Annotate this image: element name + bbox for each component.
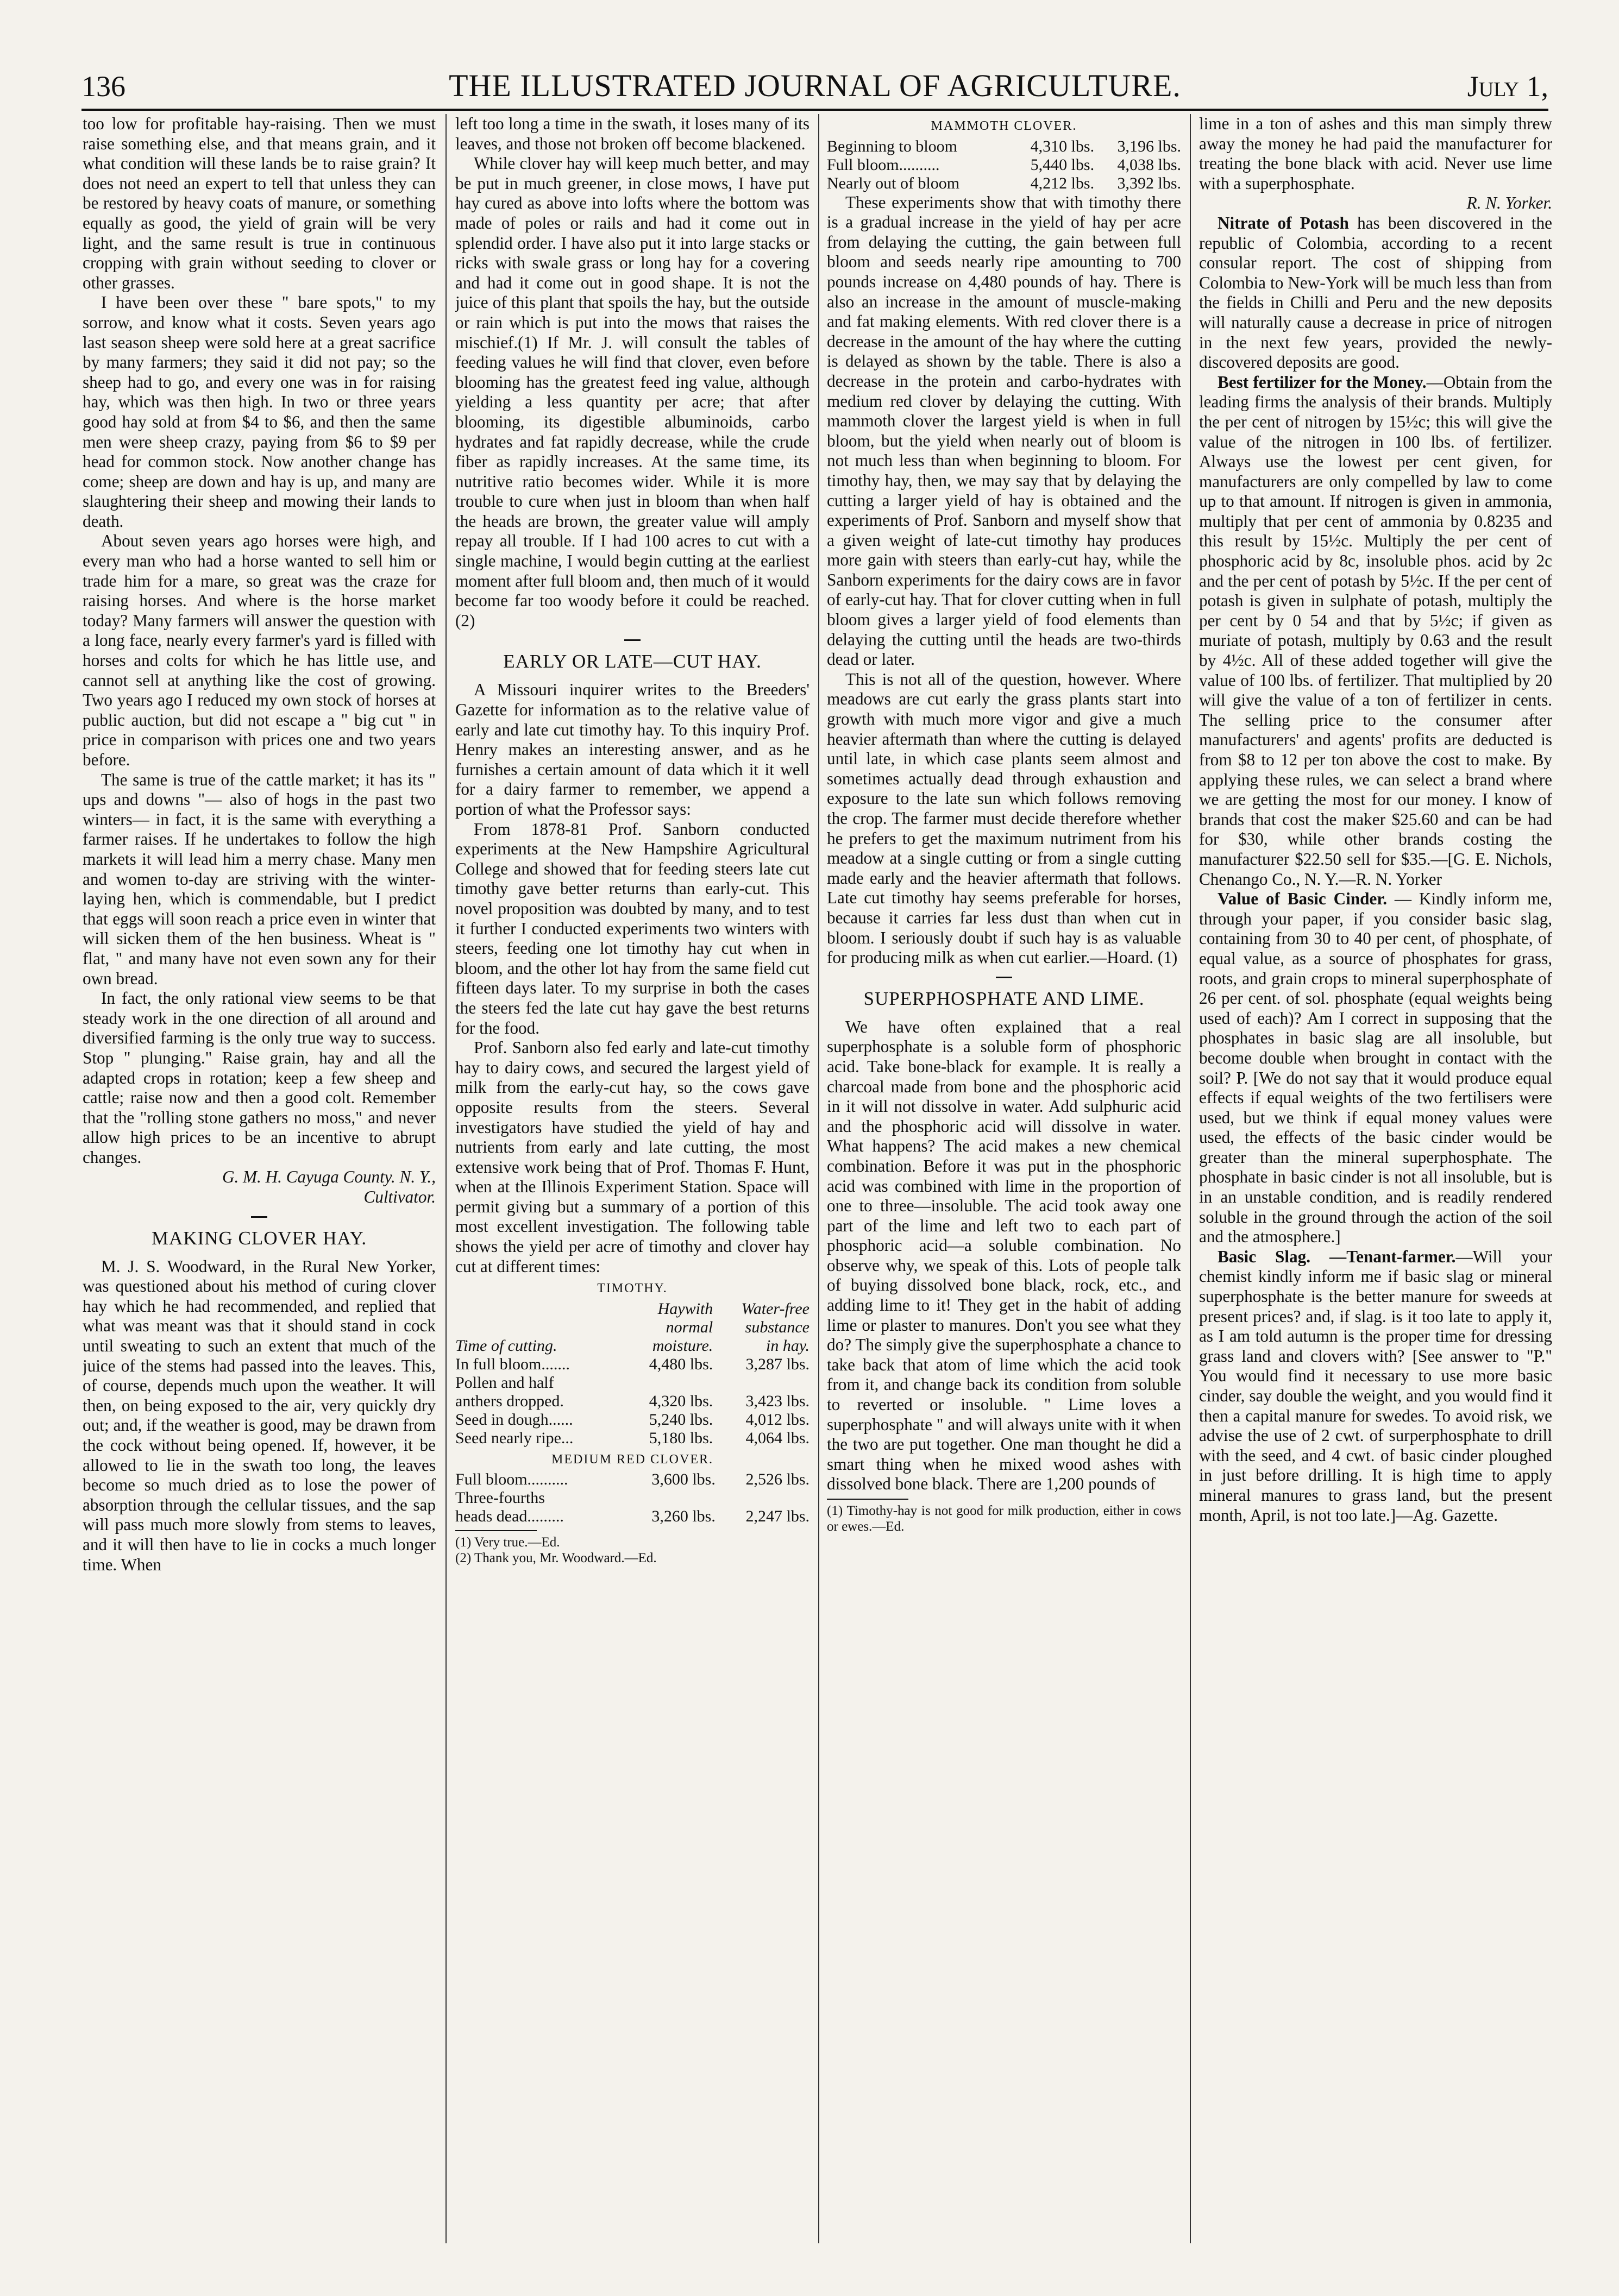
section-heading: EARLY OR LATE—CUT HAY.: [503, 651, 762, 672]
paragraph-text: — Kindly inform me, through your paper, if you consider basic slag, containing from 30 to 40 per cent, of phosphate, of equal value, as a source of phosphates for grass, roots, and grain crops to mineral superphosphate of 26 per cent. of sol. phosphate (equal weights being used of each)? Am I correct in supposing that the phosphates in basic slag are all insoluble, but become double when brought in contact with the soil? P. [We do not say that it would produce equal effects if equal weights of the two fertilisers were used, but we think if equal money values were used, the effects of the basic cinder would be greater than the mineral superphosphate. The phosphate in basic cinder is not all insoluble, but is in an unstable condition, and is readily rendered soluble in the ground through the action of the soil and the atmosphere.]: [1199, 889, 1552, 1247]
footnote-rule: [827, 1499, 908, 1500]
table-cell: 3,287 lbs.: [745, 1355, 810, 1373]
footnote: (1) Very true.—Ed.: [455, 1535, 560, 1550]
column-4: [1199, 114, 1552, 2260]
lead-in-heading: Basic Slag. —Tenant-farmer.: [1218, 1247, 1456, 1266]
table-cell: 4,480 lbs.: [649, 1355, 713, 1373]
paragraph: [1199, 373, 1552, 889]
mammoth-clover-table: [827, 137, 1181, 193]
footnote-rule: [455, 1530, 537, 1531]
table-cell: Pollen and half: [455, 1373, 554, 1392]
table-row: [455, 1489, 810, 1507]
table-row: [455, 1411, 810, 1429]
paragraph: M. J. S. Woodward, in the Rural New Yorker, was questioned about his method of curing clover hay which he had recommended, and replied that what was meant was that it should stand in cock until sweating to such an extent that much of the juice of the stems had passed into the leaves. This, of course, depends much upon the weather. It will then, on being exposed to the air, very quickly dry out; and, if the weather is good, may be drawn from the cock without being opened. If, however, it be allowed to lie in the swath too long, the leaves become so much dried as to lose the power of absorption through the cellular tissues, and the sap will pass much more slowly from stems to leaves, and it will then have to lie in cocks a much longer time. When: [83, 1256, 436, 1574]
paragraph: Prof. Sanborn also fed early and late-cut timothy hay to dairy cows, and secured the largest yield of milk from the early-cut hay, so the cows gave opposite results from the steers. Several investigators have studied the yield of hay and nutrients from early and late cutting, the most extensive work being that of Prof. Thomas F. Hunt, when at the Illinois Experiment Station. Space will permit giving but a summary of a portion of this most excellent investigation. The following table shows the yield per acre of timothy and clover hay cut at different times:: [455, 1038, 810, 1276]
paragraph-text: has been discovered in the republic of Colombia, according to a recent consular report. The cost of shipping from Colombia to New-York will be much less than from the fields in Chilli and Peru and the new deposits will naturally cause a decrease in price of nitrogen in the next few years, provided the newly-discovered deposits are good.: [1199, 213, 1552, 372]
footnote: (1) Timothy-hay is not good for milk production, either in cows or ewes.—Ed.: [827, 1504, 1181, 1534]
paragraph: From 1878-81 Prof. Sanborn conducted experiments at the New Hampshire Agricultural College and showed that for feeding steers late cut timothy gave better returns than early-cut. This novel proposition was doubted by many, and to test it further I conducted experiments two winters with steers, feeding one lot timothy hay cut when in bloom, and the other lot hay from the same field cut fifteen days later. To my surprise in both the cases the steers fed the late cut hay gave the best returns for the food.: [455, 819, 810, 1037]
section-divider: [624, 639, 641, 641]
table-header-cell: Water-free: [741, 1299, 810, 1318]
table-header-cell: normal: [666, 1318, 713, 1336]
table-cell: heads dead.........: [455, 1507, 564, 1526]
paragraph: A Missouri inquirer writes to the Breeders' Gazette for information as to the relative value of early and late cut timothy hay. To this inquiry Prof. Henry makes an interesting answer, and as he furnishes a certain amount of data which it it well for a dairy farmer to remember, we append a portion of what the Professor says:: [455, 680, 810, 819]
table-header-cell: Haywith: [657, 1299, 713, 1318]
timothy-table: [455, 1300, 810, 1448]
paragraph: too low for profitable hay-raising. Then we must raise something else, and that means grain, and it what condition will these lands be to raise grain? It does not need an expert to tell that unless they can be restored by heavy coats of manure, or something equally as good, the yield of grain will be very light, and the same result is true in continuous cropping with grain without seeding to clover or other grasses.: [83, 114, 436, 292]
paragraph: [1199, 213, 1552, 373]
section-divider: [251, 1216, 267, 1218]
table-cell: Full bloom..........: [827, 155, 940, 174]
column-3: [827, 114, 1181, 2260]
medium-clover-table: [455, 1470, 810, 1526]
table-cell: Nearly out of bloom: [827, 174, 960, 192]
table-cell: [716, 1489, 810, 1507]
table-cell: 2,247 lbs.: [745, 1507, 810, 1526]
table-cell: 4,064 lbs.: [745, 1429, 810, 1447]
table-header-cell: Time of cutting.: [455, 1336, 557, 1355]
table-cell: Three-fourths: [455, 1489, 545, 1507]
lead-in-heading: Nitrate of Potash: [1218, 213, 1349, 232]
column-divider: [445, 114, 447, 2243]
table-cell: 3,423 lbs.: [745, 1392, 810, 1410]
table-row: [455, 1355, 810, 1374]
table-cell: 5,440 lbs.: [1030, 155, 1095, 174]
table-cell: 4,212 lbs.: [1030, 174, 1095, 192]
column-2: [455, 114, 810, 2260]
table-row: [827, 174, 1181, 193]
paragraph: About seven years ago horses were high, and every man who had a horse wanted to sell him or trade him for a mare, so great was the craze for raising horses. And where is the horse market today? Many farmers will answer the question with a long face, nearly every farmer's yard is filled with horses and colts for which he has little use, and cannot sell at anything like the cost of growing. Two years ago I reduced my own stock of horses at public auction, but did not escape a " big cut " in price in comparison with prices one and two years before.: [83, 531, 436, 769]
paragraph: [1199, 889, 1552, 1247]
lead-in-heading: Best fertilizer for the Money.: [1218, 372, 1427, 392]
page-number: 136: [81, 70, 125, 103]
column-divider: [818, 114, 819, 2243]
table-cell: 3,196 lbs.: [1117, 137, 1181, 155]
table-cell: 4,320 lbs.: [649, 1392, 713, 1410]
table-header-cell: [455, 1300, 623, 1318]
issue-date: July 1,: [1467, 70, 1548, 103]
table-cell: Seed in dough......: [455, 1410, 573, 1429]
section-divider: [996, 977, 1012, 978]
table-cell: Seed nearly ripe...: [455, 1429, 574, 1447]
paragraph: In fact, the only rational view seems to be that steady work in the one direction of all around and diversified farming is the only true way to success. Stop " plunging." Raise grain, hay and all the adapted crops in rotation; keep a few sheep and cattle; raise now and then a good colt. Remember that the "rolling stone gathers no moss," and never allow high prices to be an incentive to abrupt changes.: [83, 989, 436, 1167]
header-rule: [81, 109, 1548, 111]
table-caption: MAMMOTH CLOVER.: [931, 119, 1077, 133]
table-header-cell: in hay.: [766, 1336, 810, 1355]
table-cell: 5,240 lbs.: [649, 1410, 713, 1429]
paragraph: [1199, 1247, 1552, 1525]
table-row: [455, 1507, 810, 1526]
table-caption: MEDIUM RED CLOVER.: [551, 1452, 713, 1467]
table-header-cell: substance: [745, 1318, 810, 1336]
table-cell: Beginning to bloom: [827, 137, 957, 155]
table-cell: 3,392 lbs.: [1117, 174, 1181, 192]
paragraph: These experiments show that with timothy there is a gradual increase in the yield of hay per acre from delaying the cutting, the gain between full bloom and seeds nearly ripe amounting to 700 pounds increase on 4,480 pounds of hay. There is also an increase in the amount of muscle-making and fat making elements. With red clover there is a decrease in the amount of the hay where the cutting is delayed as shown by the table. There is also a decrease in the protein and carbo-hydrates with medium red clover by delaying the cutting. With mammoth clover the largest yield is when in full bloom, but the yield when nearly out of bloom is not much less than when beginning to bloom. For timothy hay, then, we may say that by delaying the cutting a larger yield of hay is obtained and the experiments of Prof. Sanborn and myself show that a given weight of late-cut timothy hay produces more gain with steers than early-cut hay, while the Sanborn experiments for the dairy cows are in favor of early-cut hay. That for clover cutting when in full bloom gives a larger yield of food elements than delaying the cutting until the heads are two-thirds dead or later.: [827, 192, 1181, 669]
section-heading: SUPERPHOSPHATE AND LIME.: [863, 987, 1145, 1009]
paragraph: I have been over these " bare spots," to my sorrow, and know what it costs. Seven years ago last season sheep were sold here at a great sacrifice by many farmers; they said it did not pay; so the sheep had to go, and every one was in for raising hay, which was then high. In two or three years good hay sold at from $4 to $6, and then the same men were sheep crazy, paying from $6 to $9 per head for common stock. Now another change has come; sheep are down and hay is up, and many are slaughtering their sheep and mowing their lands to death.: [83, 293, 436, 531]
column-1: [83, 114, 436, 2260]
table-header-row: [455, 1337, 810, 1355]
page-header: [81, 64, 1548, 113]
paragraph: This is not all of the question, however. Where meadows are cut early the grass plants start into growth with much more vigor and give a much heavier aftermath than where the cutting is delayed until late, in which case plants seem almost and sometimes actually dead through exhaustion and exposure to the late sun which follows removing the crop. The farmer must decide therefore whether he prefers to get the maximum nutriment from his meadow at a single cutting or from a single cutting made early and the heavier aftermath that follows. Late cut timothy hay seems preferable for horses, because it carries far less dust than when cut in bloom. I seriously doubt if such hay is as valuable for producing milk as when cut earlier.—Hoard. (1): [827, 669, 1181, 967]
table-cell: [622, 1489, 716, 1507]
table-header-row: [455, 1300, 810, 1318]
paragraph-text: —Will your chemist kindly inform me if basic slag or mineral superphosphate is the better manure for sweeds at present prices? and, if slag. is it too late to apply it, as I am told autumn is the proper time for dressing grass land and clovers with? [See answer to "P." You would find it necessary to use more basic cinder, say double the weight, and you would find it then a capital manure for swedes. To avoid risk, we advise the use of 2 cwt. of surperphosphate to drill with the seed, and 4 cwt. of basic cinder ploughed in just before drilling. It is high time to apply mineral manures to grass land, but the present month, April, is not too late.]—Ag. Gazette.: [1199, 1247, 1552, 1525]
table-cell: [623, 1374, 713, 1392]
table-cell: 4,310 lbs.: [1030, 137, 1095, 155]
table-cell: 5,180 lbs.: [649, 1429, 713, 1447]
table-row: [455, 1470, 810, 1489]
table-cell: 3,260 lbs.: [651, 1507, 716, 1526]
table-row: [827, 156, 1181, 174]
signature: G. M. H. Cayuga County. N. Y.,: [222, 1167, 436, 1187]
paragraph: left too long a time in the swath, it loses many of its leaves, and those not broken off become blackened.: [455, 114, 810, 153]
table-cell: 4,038 lbs.: [1117, 155, 1181, 174]
table-cell: 4,012 lbs.: [745, 1410, 810, 1429]
table-cell: In full bloom.......: [455, 1355, 570, 1373]
table-cell: 2,526 lbs.: [745, 1470, 810, 1489]
table-cell: 3,600 lbs.: [651, 1470, 716, 1489]
paragraph-text: —Obtain from the leading firms the analysis of their brands. Multiply the per cent of nitrogen by 15½c; this will give the value of the nitrogen in 100 lbs. of fertilizer. Always use the lowest per cent given, for manufacturers are only compelled by law to come up to that amount. If nitrogen is given in ammonia, multiply that per cent of ammonia by 0.8235 and this result by 15½c. Multiply the per cent of phosphoric acid by 8c, insoluble phos. acid by 2c and the per cent of potash by 5½c. If the per cent of potash is given in sulphate of potash, multiply the per cent by 0 54 and that by 5½c; if given as muriate of potash, multiply by 0.63 and the result by 4½c. All of these added together will give the value of 100 lbs. of fertilizer. That multiplied by 20 will give the value of a ton of fertilizer in cents. The selling price to the consumer after manufacturers' and agents' profits are deducted is from $8 to 12 per ton above the cost to make. By applying these rules, we can select a brand where we are getting the most for our money. I know of brands that cost the maker $25.60 and can be had for $30, while other brands costing the manufacturer $22.50 sell for $35.—[G. E. Nichols, Chenango Co., N. Y.—R. N. Yorker: [1199, 372, 1552, 889]
table-header-row: [455, 1318, 810, 1337]
table-header-cell: [455, 1318, 623, 1337]
table-cell: anthers dropped.: [455, 1392, 564, 1410]
table-row: [455, 1429, 810, 1448]
footnote: (2) Thank you, Mr. Woodward.—Ed.: [455, 1551, 657, 1566]
table-cell: [713, 1374, 810, 1392]
section-heading: MAKING CLOVER HAY.: [151, 1227, 367, 1249]
paragraph: The same is true of the cattle market; it has its " ups and downs "— also of hogs in the past two winters— in fact, it is the same with everything a farmer raises. If he undertakes to follow the high markets it will lead him a merry chase. Many men and women to-day are striving with the winter-laying hen, which is commendable, but I predict that eggs will soon reach a price even in winter that will sicken them of the hen business. Wheat is " flat, " and many have not even sown any for their own bread.: [83, 770, 436, 988]
paragraph: lime in a ton of ashes and this man simply threw away the money he had paid the manufacturer for treating the bone black with acid. Never use lime with a superphosphate.: [1199, 114, 1552, 193]
paragraph: We have often explained that a real superphosphate is a soluble form of phosphoric acid. Take bone-black for example. It is really a charcoal made from bone and the phosphoric acid in it will not dissolve in water. Add sulphuric acid and the phosphoric acid will dissolve in water. What happens? The acid makes a new chemical combination. Before it was put in the phosphoric acid was combined with lime in the proportion of one to three—insoluble. The acid took away one part of the lime and left two to each part of phosphoric acid—a soluble combination. No observe why, we speak of this. Lots of people talk of buying dissolved bone black, rock, etc., and adding lime to it! They get in the habit of adding lime or plaster to manures. Don't you see what they do? The simply give the superphosphate a chance to take back that atom of lime which the acid took from it, and change back its condition from soluble to reverted or insoluble. " Lime loves a superphosphate " and will always unite with it when the two are put together. One man thought he did a smart thing when he mixed wood ashes with dissolved bone black. There are 1,200 pounds of: [827, 1017, 1181, 1494]
table-cell: Full bloom..........: [455, 1470, 568, 1489]
journal-title: THE ILLUSTRATED JOURNAL OF AGRICULTURE.: [449, 68, 1181, 103]
paragraph: While clover hay will keep much better, and may be put in much greener, in close mows, I have put hay cured as above into lofts where the bottom was made of poles or rails and had it come out in splendid order. I have also put it into large stacks or ricks with swale grass or long hay for a covering and had it come out in good shape. It is not the juice of this plant that spoils the hay, but the outside or rain which is put into the mows that raises the mischief.(1) If Mr. J. will consult the tables of feeding values he will find that clover, even before blooming has the greatest feed ing value, although yielding a less quantity per acre; that after blooming, its digestible albuminoids, carbo hydrates and fat rapidly decrease, while the crude fiber as rapidly increases. At the same time, its nutritive ratio becomes wider. While it is more trouble to cure when just in bloom than when half the heads are brown, the greater value will amply repay all trouble. If I had 100 acres to cut with a single machine, I would begin cutting at the earliest moment after full bloom and, then much of it would become far too woody before it could be reached. (2): [455, 154, 810, 630]
lead-in-heading: Value of Basic Cinder.: [1218, 889, 1388, 909]
table-row: [455, 1374, 810, 1392]
table-row: [827, 137, 1181, 156]
column-divider: [1190, 114, 1191, 2243]
signature: R. N. Yorker.: [1466, 193, 1552, 213]
table-header-cell: moisture.: [652, 1336, 713, 1355]
signature: Cultivator.: [363, 1187, 436, 1207]
table-caption: TIMOTHY.: [597, 1281, 668, 1296]
table-row: [455, 1392, 810, 1411]
